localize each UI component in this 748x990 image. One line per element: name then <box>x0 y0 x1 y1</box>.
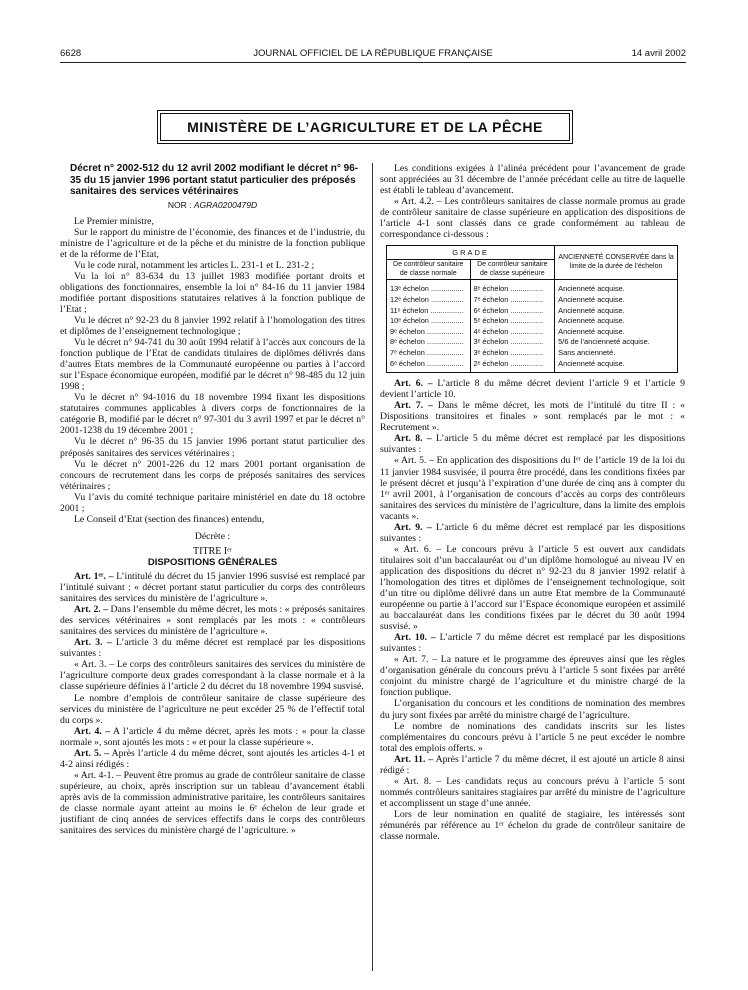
article-text: Après l’article 4 du même décret, sont ajoutés les articles 4-1 et 4-2 ainsi rédigés : <box>60 747 365 770</box>
paragraph: Vu le décret n° 92-23 du 8 janvier 1992 relatif à l’homologation des titres et diplômes de l’enseignement technologique ; <box>60 314 365 338</box>
table-cell: 5/6 de l’ancienneté acquise. <box>558 337 650 347</box>
article-11 <box>380 754 685 776</box>
paragraph: Lors de leur nomination en qualité de stagiaire, les intéressés sont rémunérés par référence au 1ᵉʳ échelon du grade de contrôleur sanitaire de classe normale. <box>380 808 685 843</box>
paragraph: Le nombre d’emplois de contrôleur sanitaire de classe supérieure des services du ministère de l’agriculture ne peut excéder 25 % de l’effectif total du corps ». <box>60 692 365 726</box>
table-cell: 6ᵉ échelon ................ <box>473 305 544 315</box>
table-cell: 8ᵉ échelon ................ <box>473 284 544 294</box>
article-label: Art. 2. – <box>74 604 109 616</box>
table-header-grade: GRADE <box>387 246 555 260</box>
article-3 <box>60 637 365 659</box>
article-text: Dans l’ensemble du même décret, les mots : « préposés sanitaires des services vétérinaires » sont remplacés par les mots : « contrôleurs sanitaires des services du ministère de l’agriculture ». <box>60 604 366 638</box>
article-label: Art. 5. – <box>74 747 110 759</box>
table-body <box>387 280 678 373</box>
paragraph: Sur le rapport du ministre de l’économie, des finances et de l’industrie, du ministre de l’agriculture et de la pêche et du ministre de la fonction publique et de la réforme de l’Etat, <box>60 226 365 260</box>
paragraph: L’organisation du concours et les conditions de nomination des membres du jury sont fixées par arrêté du ministre chargé de l’agriculture. <box>380 698 685 721</box>
table-cell: 10ᵉ échelon ................ <box>390 316 464 326</box>
nor-value: AGRA0200479D <box>193 199 258 210</box>
article-text: L’article 7 du même décret est remplacé par les dispositions suivantes : <box>380 632 685 655</box>
article-text: A l’article 4 du même décret, après les mots : « pour la classe normale », sont ajoutés les mots : « et pour la classe supérieure ». <box>60 725 365 748</box>
article-6 <box>380 378 685 400</box>
decret-title: Décret n° 2002-512 du 12 avril 2002 modifiant le décret n° 96-35 du 15 janvier 1996 portant statut particulier des préposés sanitaires des services vétérinaires <box>70 163 359 197</box>
table-cell: 13ᵉ échelon ................ <box>390 284 464 294</box>
table-cell: 5ᵉ échelon ................ <box>473 316 544 326</box>
article-4 <box>60 726 365 748</box>
section-heading: DISPOSITIONS GÉNÉRALES <box>147 556 278 568</box>
table-cell: Ancienneté acquise. <box>558 294 625 304</box>
nor-reference <box>60 200 365 211</box>
article-5 <box>60 748 365 770</box>
paragraph: Vu le code rural, notamment les articles L. 231-1 et L. 231-2 ; <box>74 259 315 271</box>
article-label: Art. 11. – <box>394 753 434 765</box>
paragraph: Vu la loi n° 83-634 du 13 juillet 1983 modifiée portant droits et obligations des fonctionnaires, ensemble la loi n° 84-16 du 11 janvier 1984 modifiée portant dispositions statutaires relatives à la fonction publique de l’Etat ; <box>60 270 365 315</box>
table-cell: 3ᵉ échelon ................ <box>473 337 544 347</box>
article-text: L’intitulé du décret du 15 janvier 1996 susvisé est remplacé par l’intitulé suivant : « décret portant statut particulier du corps des contrôleurs sanitaires des services du ministère de l’agriculture ». <box>60 571 365 605</box>
paragraph: Vu l’avis du comité technique paritaire ministériel en date du 18 octobre 2001 ; <box>60 491 365 514</box>
paragraph: Vu le décret n° 94-1016 du 18 novembre 1994 fixant les dispositions statutaires communes applicables à divers corps de fonctionnaires de la catégorie B, modifié par le décret n° 97-301 du 3 avril 1997 et par le décret n° 2001-1238 du 19 décembre 2001 ; <box>60 392 365 437</box>
article-8 <box>380 433 685 455</box>
paragraph: Vu le décret n° 94-741 du 30 août 1994 relatif à l’accès aux concours de la fonction publique de l’Etat de candidats titulaires de diplômes délivrés dans d’autres Etats membres de la Communauté européenne ou parties à l’accord sur l’Espace économique européen, modifié par le décret n° 98-485 du 12 juin 1998 ; <box>60 337 365 393</box>
article-9 <box>380 522 685 544</box>
table-cell: 9ᵉ échelon .................. <box>390 326 464 336</box>
table-header-classe-superieure: De contrôleur sanitaire de classe supérieure <box>470 260 555 280</box>
left-column <box>60 163 365 836</box>
ministry-heading: MINISTÈRE DE L’AGRICULTURE ET DE LA PÊCHE <box>160 113 570 141</box>
article-label: Art. 3. – <box>74 637 112 649</box>
table-cell: 3ᵉ échelon ................ <box>473 347 544 357</box>
paragraph: Le Premier ministre, <box>74 215 154 227</box>
journal-title: JOURNAL OFFICIEL DE LA RÉPUBLIQUE FRANÇAISE <box>253 48 493 59</box>
right-column <box>380 163 685 842</box>
paragraph: Les conditions exigées à l’alinéa précédent pour l’avancement de grade sont appréciées au 31 décembre de l’année précédant celle au titre de laquelle est établi le tableau d’avancement. <box>380 163 685 197</box>
titre-heading: TITRE Iᵉʳ <box>193 545 232 557</box>
paragraph: Le Conseil d’Etat (section des finances) entendu, <box>74 513 265 525</box>
table-cell: Ancienneté acquise. <box>558 358 625 368</box>
article-text: L’article 8 du même décret devient l’article 9 et l’article 9 devient l’article 10. <box>380 378 685 401</box>
table-cell: 4ᵉ échelon ................ <box>473 326 544 336</box>
article-label: Art. 10. – <box>394 632 436 644</box>
correspondence-table <box>386 245 678 373</box>
article-text: L’article 5 du même décret est remplacé par les dispositions suivantes : <box>380 433 685 456</box>
article-text: L’article 6 du même décret est remplacé par les dispositions suivantes : <box>380 521 685 544</box>
table-cell: 12ᵉ échelon ................ <box>390 294 464 304</box>
decrete: Décrète : <box>194 530 231 542</box>
article-label: Art. 7. – <box>394 400 433 412</box>
article-text: Dans le même décret, les mots de l’intitulé du titre II : « Dispositions transitoires et finales » sont remplacés par le mot : « Recrutement ». <box>380 400 685 434</box>
table-header-classe-normale: De contrôleur sanitaire de classe normale <box>387 260 471 280</box>
paragraph: Le nombre de nominations des candidats inscrits sur les listes complémentaires du concours prévu à l’article 5 ne peut excéder le nombre total des emplois offerts. » <box>380 720 685 754</box>
paragraph: « Art. 5. – En application des dispositions du Iᵉʳ de l’article 19 de la loi du 11 janvier 1984 susvisée, il pourra être procédé, dans les conditions fixées par le présent décret et jusqu’à l’expiration d’une durée de cinq ans à compter du 1ᵉʳ avril 2001, à l’organisation de concours d’accès au corps des contrôleurs sanitaires des services du ministère de l’agriculture, dans la limite des emplois vacants ». <box>380 455 685 522</box>
table-cell: 7ᵉ échelon ................ <box>473 294 544 304</box>
table-cell: 6ᵉ échelon .................. <box>390 358 464 368</box>
table-cell: Ancienneté acquise. <box>558 316 625 326</box>
table-header-anciennete: ANCIENNETÉ CONSERVÉE dans la limite de la durée de l’échelon <box>555 246 678 280</box>
column-divider <box>372 163 373 971</box>
page-number: 6628 <box>60 48 82 59</box>
paragraph: « Art. 8. – Les candidats reçus au concours prévu à l’article 5 sont nommés contrôleurs sanitaires stagiaires par arrêté du ministre de l’agriculture et accomplissent un stage d’une année. <box>380 775 685 809</box>
article-1 <box>60 571 365 604</box>
article-7 <box>380 400 685 433</box>
nor-label: NOR : <box>167 199 192 210</box>
article-label: Art. 4. – <box>74 725 111 737</box>
paragraph: « Art. 3. – Le corps des contrôleurs sanitaires des services du ministère de l’agriculture comporte deux grades correspondant à la classe normale et à la classe supérieure définies à l’article 2 du décret du 18 novembre 1994 susvisé. <box>60 659 365 693</box>
table-cell: 11ᵉ échelon ................ <box>390 305 464 315</box>
table-column-normale <box>387 280 471 373</box>
article-2 <box>60 604 365 637</box>
table-column-anciennete <box>555 280 678 373</box>
paragraph: « Art. 4-1. – Peuvent être promus au grade de contrôleur sanitaire de classe supérieure, au choix, après inscription sur un tableau d’avancement établi après avis de la commission administrative paritaire, les contrôleurs sanitaires de classe normale ayant atteint au moins le 6ᵉ échelon de leur grade et justifiant de cinq années de services effectifs dans le corps des contrôleurs sanitaires des services du ministère chargé de l’agriculture. » <box>60 769 365 837</box>
table-cell: Ancienneté acquise. <box>558 305 625 315</box>
issue-date: 14 avril 2002 <box>631 48 686 59</box>
table-cell: 7ᵉ échelon .................. <box>390 347 464 357</box>
paragraph: « Art. 4.2. – Les contrôleurs sanitaires de classe normale promus au grade de contrôleur sanitaire de classe supérieure en application des dispositions de l’article 4-1 sont classés dans ce grade conformément au tableau de correspondance ci-dessous : <box>380 196 685 241</box>
article-10 <box>380 632 685 654</box>
paragraph: « Art. 7. – La nature et le programme des épreuves ainsi que les règles d’organisation générale du concours prévu à l’article 5 sont fixées par arrêté conjoint du ministre chargé de l’agriculture et du ministre chargé de la fonction publique. <box>380 654 685 699</box>
table-column-superieure <box>470 280 555 373</box>
article-text: Après l’article 7 du même décret, il est ajouté un article 8 ainsi rédigé : <box>380 753 685 776</box>
paragraph: « Art. 6. – Le concours prévu à l’article 5 est ouvert aux candidats titulaires soit d’un baccalauréat ou d’un diplôme homologué au niveau IV en application des dispositions du décret n° 92-23 du 8 janvier 1992 relatif à l’homologation des titres et diplômes de l’enseignement technologique, soit d’un titre ou diplôme délivré dans un autre Etat membre de la Communauté européenne ou partie à l’accord sur l’Espace économique européen et assimilé au baccalauréat dans les conditions fixées par le décret du 30 août 1994 susvisé. » <box>380 543 685 633</box>
article-label: Art. 9. – <box>394 521 432 533</box>
table-cell: Ancienneté acquise. <box>558 284 625 294</box>
paragraph: Vu le décret n° 96-35 du 15 janvier 1996 portant statut particulier des préposés sanitaires des services vétérinaires ; <box>60 436 365 459</box>
article-text: L’article 3 du même décret est remplacé par les dispositions suivantes : <box>60 637 365 660</box>
table-cell: Sans ancienneté. <box>558 347 616 357</box>
table-cell: 8ᵉ échelon .................. <box>390 337 464 347</box>
article-label: Art. 8. – <box>394 433 432 445</box>
article-label: Art. 1ᵉʳ. – <box>74 571 114 582</box>
header-rule <box>60 62 686 63</box>
article-label: Art. 6. – <box>394 378 433 390</box>
table-cell: Ancienneté acquise. <box>558 326 625 336</box>
paragraph: Vu le décret n° 2001-226 du 12 mars 2001 portant organisation de concours de recrutement dans les corps de préposés sanitaires des services vétérinaires ; <box>60 458 365 492</box>
table-cell: 2ᵉ échelon ................ <box>473 358 544 368</box>
